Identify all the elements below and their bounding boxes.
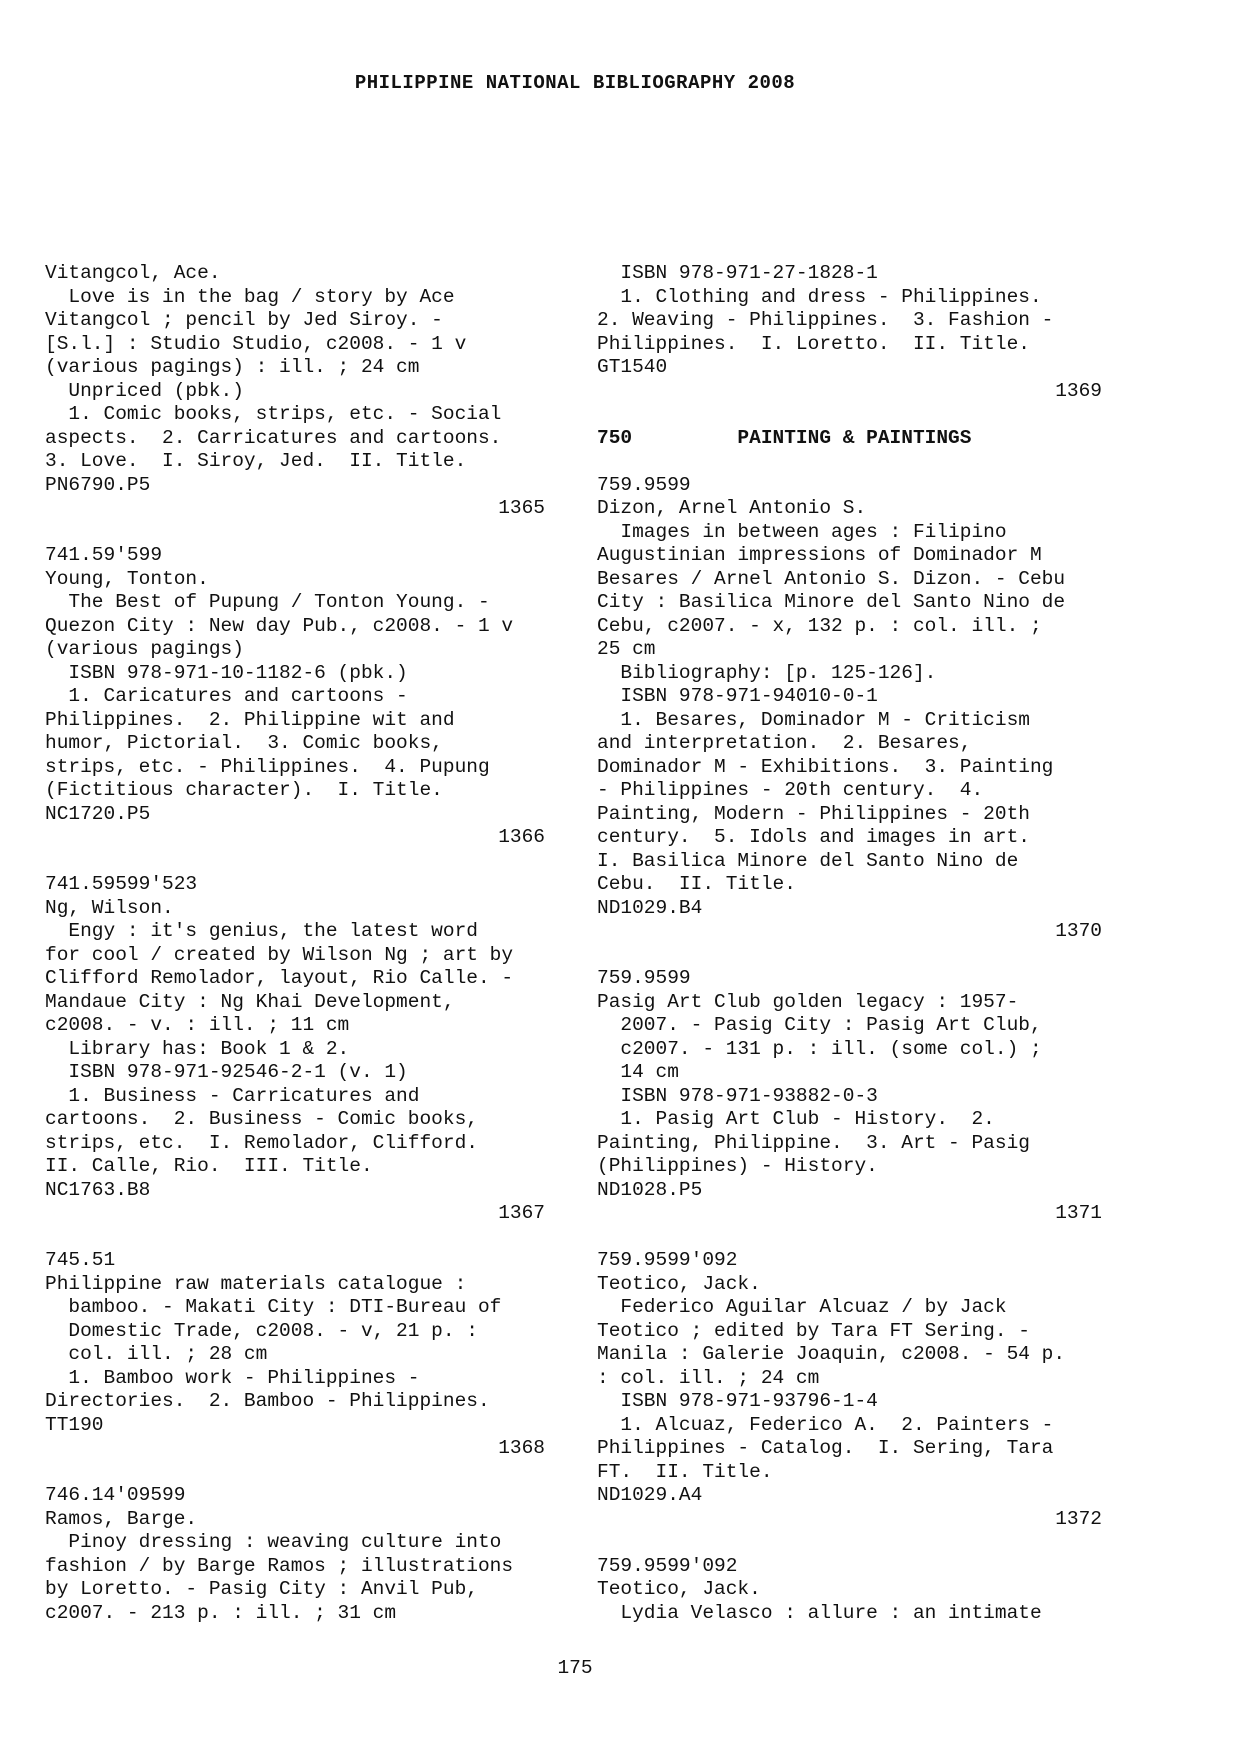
entry-line: Vitangcol, Ace.: [45, 262, 221, 284]
entry-line: 1. Caricatures and cartoons -: [45, 685, 408, 707]
entry-line: Mandaue City : Ng Khai Development,: [45, 990, 455, 1013]
entry-line: Teotico, Jack.: [597, 1578, 761, 1600]
entry-line: Vitangcol ; pencil by Jed Siroy. -: [45, 309, 443, 331]
entry-line: ND1029.A4: [597, 1484, 703, 1506]
entry-line: 741.59'599: [45, 544, 163, 566]
entry-line: Philippine raw materials catalogue :: [45, 1272, 467, 1295]
entry-number: 1370: [1055, 920, 1102, 942]
entry-line: ND1029.B4: [597, 896, 703, 919]
entry-line: (Fictitious character). I. Title.: [45, 779, 443, 801]
entry-line: c2008. - v. : ill. ; 11 cm: [45, 1014, 350, 1036]
entry-line: Pasig Art Club golden legacy : 1957-: [597, 990, 1019, 1013]
entry-line: FT. II. Title.: [597, 1460, 773, 1483]
entry-line: 3. Love. I. Siroy, Jed. II. Title.: [45, 450, 467, 472]
entry-line: 746.14'09599: [45, 1484, 186, 1506]
entry-line: Augustinian impressions of Dominador M: [597, 544, 1042, 566]
bibliography-entry: [597, 967, 1102, 1226]
bibliography-entry: [45, 1484, 545, 1625]
entry-line: Ng, Wilson.: [45, 896, 174, 919]
entry-line: ISBN 978-971-10-1182-6 (pbk.): [45, 661, 408, 684]
right-column: [597, 262, 1102, 1625]
entry-line: and interpretation. 2. Besares,: [597, 732, 972, 754]
bibliography-entry: [45, 262, 545, 521]
entry-line: 1. Pasig Art Club - History. 2.: [597, 1108, 995, 1130]
entry-line: The Best of Pupung / Tonton Young. -: [45, 591, 490, 613]
entry-line: Love is in the bag / story by Ace: [45, 285, 455, 308]
entry-line: Philippines - Catalog. I. Sering, Tara: [597, 1437, 1054, 1459]
entry-line: c2007. - 131 p. : ill. (some col.) ;: [597, 1037, 1042, 1060]
entry-line: ISBN 978-971-92546-2-1 (v. 1): [45, 1061, 408, 1083]
entry-line: 1. Comic books, strips, etc. - Social: [45, 403, 502, 425]
bibliography-entry: [597, 1249, 1102, 1531]
entry-line: Images in between ages : Filipino: [597, 520, 1007, 543]
entry-line: Unpriced (pbk.): [45, 379, 244, 402]
entry-line: ISBN 978-971-93882-0-3: [597, 1084, 878, 1107]
entry-line: 759.9599: [597, 967, 691, 989]
entry-line: for cool / created by Wilson Ng ; art by: [45, 943, 514, 966]
entry-number: 1371: [1055, 1202, 1102, 1224]
entry-line: c2007. - 213 p. : ill. ; 31 cm: [45, 1601, 397, 1624]
entry-line: GT1540: [597, 356, 668, 378]
entry-line: 1. Alcuaz, Federico A. 2. Painters -: [597, 1413, 1054, 1436]
entry-line: PN6790.P5: [45, 473, 151, 496]
entry-number: 1365: [498, 497, 545, 519]
entry-line: 745.51: [45, 1249, 116, 1271]
entry-line: fashion / by Barge Ramos ; illustrations: [45, 1554, 514, 1577]
entry-line: by Loretto. - Pasig City : Anvil Pub,: [45, 1578, 478, 1600]
entry-line: (various pagings) : ill. ; 24 cm: [45, 356, 420, 378]
entry-line: 1. Clothing and dress - Philippines.: [597, 285, 1042, 308]
section-heading: 750 PAINTING & PAINTINGS: [597, 426, 972, 449]
entry-number: 1372: [1055, 1507, 1102, 1530]
entry-line: ISBN 978-971-27-1828-1: [597, 262, 878, 284]
entry-line: 2007. - Pasig City : Pasig Art Club,: [597, 1014, 1042, 1036]
entry-line: NC1720.P5: [45, 802, 151, 825]
entry-line: - Philippines - 20th century. 4.: [597, 779, 984, 801]
entry-line: Cebu, c2007. - x, 132 p. : col. ill. ;: [597, 614, 1042, 637]
entry-line: (Philippines) - History.: [597, 1155, 878, 1177]
entry-line: : col. ill. ; 24 cm: [597, 1366, 820, 1389]
entry-line: Young, Tonton.: [45, 567, 209, 590]
bibliography-entry: [45, 873, 545, 1226]
entry-line: Ramos, Barge.: [45, 1507, 198, 1530]
entry-line: Directories. 2. Bamboo - Philippines.: [45, 1390, 490, 1412]
entry-line: 2. Weaving - Philippines. 3. Fashion -: [597, 309, 1054, 331]
entry-line: Lydia Velasco : allure : an intimate: [597, 1601, 1042, 1624]
entry-line: I. Basilica Minore del Santo Nino de: [597, 849, 1019, 872]
entry-line: (various pagings): [45, 638, 244, 660]
entry-line: col. ill. ; 28 cm: [45, 1343, 268, 1365]
entry-line: Dominador M - Exhibitions. 3. Painting: [597, 755, 1054, 778]
entry-line: City : Basilica Minore del Santo Nino de: [597, 591, 1066, 613]
entry-number: 1367: [498, 1202, 545, 1224]
entry-line: Domestic Trade, c2008. - v, 21 p. :: [45, 1319, 478, 1342]
entry-line: ISBN 978-971-94010-0-1: [597, 685, 878, 707]
entry-line: aspects. 2. Carricatures and cartoons.: [45, 426, 502, 449]
entry-line: strips, etc. - Philippines. 4. Pupung: [45, 755, 490, 778]
entry-number: 1369: [1055, 379, 1102, 402]
entry-line: ISBN 978-971-93796-1-4: [597, 1390, 878, 1412]
entry-line: 1. Besares, Dominador M - Criticism: [597, 708, 1030, 731]
entry-line: Pinoy dressing : weaving culture into: [45, 1531, 502, 1553]
entry-number: 1368: [498, 1437, 545, 1459]
entry-line: Federico Aguilar Alcuaz / by Jack: [597, 1296, 1007, 1318]
entry-line: bamboo. - Makati City : DTI-Bureau of: [45, 1296, 502, 1318]
entry-line: TT190: [45, 1413, 104, 1436]
entry-line: Dizon, Arnel Antonio S.: [597, 497, 867, 519]
bibliography-entry: [597, 474, 1102, 944]
entry-line: Besares / Arnel Antonio S. Dizon. - Cebu: [597, 567, 1066, 590]
left-column: [45, 262, 545, 1625]
entry-line: century. 5. Idols and images in art.: [597, 826, 1030, 848]
entry-line: 25 cm: [597, 638, 656, 660]
entry-line: humor, Pictorial. 3. Comic books,: [45, 732, 443, 754]
bibliography-entry: [45, 1249, 545, 1461]
page-number: 175: [557, 1657, 593, 1679]
entry-line: strips, etc. I. Remolador, Clifford.: [45, 1131, 478, 1154]
entry-line: Cebu. II. Title.: [597, 873, 796, 895]
entry-line: Engy : it's genius, the latest word: [45, 920, 478, 942]
entry-line: Philippines. 2. Philippine wit and: [45, 708, 455, 731]
page-title: PHILIPPINE NATIONAL BIBLIOGRAPHY 2008: [354, 72, 796, 94]
bibliography-entry: [597, 262, 1102, 403]
entry-line: 759.9599: [597, 473, 691, 496]
entry-line: Teotico ; edited by Tara FT Sering. -: [597, 1319, 1030, 1342]
entry-line: Manila : Galerie Joaquin, c2008. - 54 p.: [597, 1343, 1066, 1365]
bibliography-entry: [45, 544, 545, 850]
entry-line: Bibliography: [p. 125-126].: [597, 661, 937, 684]
entry-line: NC1763.B8: [45, 1178, 151, 1201]
entry-line: cartoons. 2. Business - Comic books,: [45, 1108, 478, 1130]
entry-line: Quezon City : New day Pub., c2008. - 1 v: [45, 614, 514, 637]
entry-line: Clifford Remolador, layout, Rio Calle. -: [45, 967, 514, 989]
entry-line: 741.59599'523: [45, 873, 198, 895]
entry-line: 1. Business - Carricatures and: [45, 1084, 420, 1107]
entry-line: [S.l.] : Studio Studio, c2008. - 1 v: [45, 332, 467, 355]
entry-line: Painting, Modern - Philippines - 20th: [597, 802, 1030, 825]
entry-line: 759.9599'092: [597, 1554, 738, 1577]
bibliography-entry: [597, 1555, 1102, 1626]
entry-line: 759.9599'092: [597, 1249, 738, 1271]
entry-line: 14 cm: [597, 1061, 679, 1083]
entry-number: 1366: [498, 826, 545, 848]
entry-line: ND1028.P5: [597, 1178, 703, 1201]
entry-line: Philippines. I. Loretto. II. Title.: [597, 332, 1030, 355]
entry-line: Painting, Philippine. 3. Art - Pasig: [597, 1131, 1030, 1154]
entry-line: II. Calle, Rio. III. Title.: [45, 1155, 373, 1177]
entry-line: Teotico, Jack.: [597, 1272, 761, 1295]
entry-line: 1. Bamboo work - Philippines -: [45, 1366, 420, 1389]
entry-line: Library has: Book 1 & 2.: [45, 1037, 350, 1060]
